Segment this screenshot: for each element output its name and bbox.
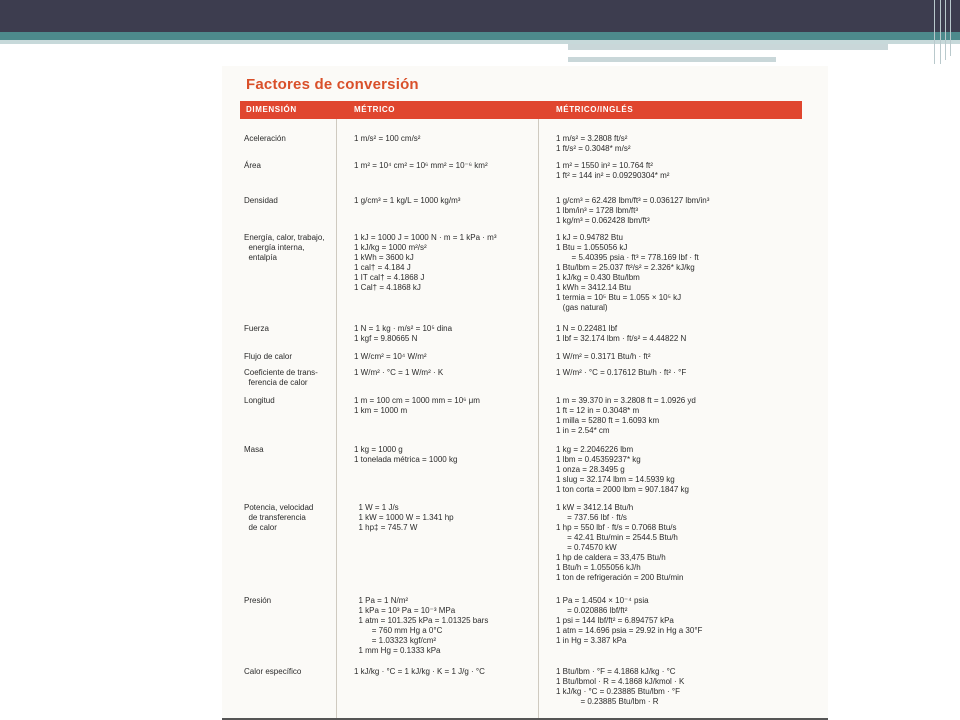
dimension-cell: Flujo de calor bbox=[244, 352, 293, 361]
table-header bbox=[240, 101, 802, 119]
english-cell: 1 W/m² = 0.3171 Btu/h · ft² bbox=[556, 352, 651, 361]
dimension-cell: Longitud bbox=[244, 396, 275, 405]
metric-cell: 1 g/cm³ = 1 kg/L = 1000 kg/m³ bbox=[354, 196, 461, 205]
slide-deco-line bbox=[568, 57, 776, 62]
english-cell: 1 N = 0.22481 lbf 1 lbf = 32.174 lbm · ft/s² = 4.44822 N bbox=[556, 324, 687, 343]
header-dimension: DIMENSIÓN bbox=[246, 105, 297, 114]
metric-cell: 1 kJ = 1000 J = 1000 N · m = 1 kPa · m³ 1 kJ/kg = 1000 m²/s² 1 kWh = 3600 kJ 1 cal† = 4.184 J 1 IT cal† = 4.1868 J 1 Cal† = 4.1868 kJ bbox=[354, 233, 497, 292]
english-cell: 1 m = 39.370 in = 3.2808 ft = 1.0926 yd 1 ft = 12 in = 0.3048* m 1 milla = 5280 ft = 1.6093 km 1 in = 2.54* cm bbox=[556, 396, 696, 435]
dimension-cell: Energía, calor, trabajo, energía interna, entalpía bbox=[244, 233, 325, 262]
slide-top-bar bbox=[0, 0, 960, 32]
dimension-cell: Área bbox=[244, 161, 261, 170]
dimension-cell: Aceleración bbox=[244, 134, 286, 143]
column-divider bbox=[538, 119, 539, 720]
dimension-cell: Presión bbox=[244, 596, 272, 605]
metric-cell: 1 N = 1 kg · m/s² = 10⁵ dina 1 kgf = 9.80665 N bbox=[354, 324, 453, 343]
metric-cell: 1 Pa = 1 N/m² 1 kPa = 10³ Pa = 10⁻³ MPa 1 atm = 101.325 kPa = 1.01325 bars = 760 mm Hg a 0°C = 1.03323 kgf/cm² 1 mm Hg = 0.1333 kPa bbox=[358, 596, 489, 655]
english-cell: 1 Pa = 1.4504 × 10⁻⁴ psia = 0.020886 lbf/ft² 1 psi = 144 lbf/ft² = 6.894757 kPa 1 atm = 14.696 psia = 29.92 in Hg a 30°F 1 in Hg = 3.387 kPa bbox=[556, 596, 703, 645]
header-metric-english: MÉTRICO/INGLÉS bbox=[556, 105, 634, 114]
english-cell: 1 m² = 1550 in² = 10.764 ft² 1 ft² = 144 in² = 0.09290304* m² bbox=[556, 161, 670, 180]
metric-cell: 1 W = 1 J/s 1 kW = 1000 W = 1.341 hp 1 hp‡ = 745.7 W bbox=[358, 503, 454, 532]
english-cell: 1 W/m² · °C = 0.17612 Btu/h · ft² · °F bbox=[556, 368, 687, 377]
dimension-cell: Calor específico bbox=[244, 667, 302, 676]
english-cell: 1 m/s² = 3.2808 ft/s² 1 ft/s² = 0.3048* m/s² bbox=[556, 134, 631, 153]
slide-deco-line bbox=[568, 44, 888, 50]
english-cell: 1 Btu/lbm · °F = 4.1868 kJ/kg · °C 1 Btu/lbmol · R = 4.1868 kJ/kmol · K 1 kJ/kg · °C = 0.23885 Btu/lbm · °F = 0.23885 Btu/lbm · R bbox=[556, 667, 685, 706]
metric-cell: 1 W/cm² = 10⁴ W/m² bbox=[354, 352, 427, 361]
metric-cell: 1 W/m² · °C = 1 W/m² · K bbox=[354, 368, 444, 377]
english-cell: 1 kg = 2.2046226 lbm 1 lbm = 0.45359237* kg 1 onza = 28.3495 g 1 slug = 32.174 lbm = 14.5939 kg 1 ton corta = 2000 lbm = 907.1847 kg bbox=[556, 445, 689, 494]
metric-cell: 1 m² = 10⁴ cm² = 10⁶ mm² = 10⁻⁶ km² bbox=[354, 161, 488, 170]
metric-cell: 1 kg = 1000 g 1 tonelada métrica = 1000 kg bbox=[354, 445, 458, 464]
english-cell: 1 kJ = 0.94782 Btu 1 Btu = 1.055056 kJ = 5.40395 psia · ft³ = 778.169 lbf · ft 1 Btu/lbm = 25.037 ft²/s² = 2.326* kJ/kg 1 kJ/kg = 0.430 Btu/lbm 1 kWh = 3412.14 Btu 1 termia = 10⁵ Btu = 1.055 × 10⁵ kJ (gas natural) bbox=[556, 233, 699, 312]
dimension-cell: Densidad bbox=[244, 196, 278, 205]
slide-deco-vertical-line bbox=[934, 0, 935, 64]
slide-deco-vertical-line bbox=[950, 0, 951, 56]
english-cell: 1 g/cm³ = 62.428 lbm/ft³ = 0.036127 lbm/in³ 1 lbm/in³ = 1728 lbm/ft³ 1 kg/m³ = 0.062428 lbm/ft³ bbox=[556, 196, 710, 225]
slide-deco-vertical-line bbox=[945, 0, 946, 60]
metric-cell: 1 m = 100 cm = 1000 mm = 10⁶ μm 1 km = 1000 m bbox=[354, 396, 480, 415]
dimension-cell: Coeficiente de trans- ferencia de calor bbox=[244, 368, 318, 387]
slide-accent-stripe bbox=[0, 32, 960, 40]
conversion-table-scan bbox=[222, 66, 828, 720]
header-metric: MÉTRICO bbox=[354, 105, 396, 114]
dimension-cell: Fuerza bbox=[244, 324, 269, 333]
metric-cell: 1 m/s² = 100 cm/s² bbox=[354, 134, 421, 143]
slide-deco-vertical-line bbox=[940, 0, 941, 64]
metric-cell: 1 kJ/kg · °C = 1 kJ/kg · K = 1 J/g · °C bbox=[354, 667, 485, 676]
page-title: Factores de conversión bbox=[246, 76, 419, 93]
dimension-cell: Potencia, velocidad de transferencia de calor bbox=[244, 503, 314, 532]
column-divider bbox=[336, 119, 337, 720]
dimension-cell: Masa bbox=[244, 445, 264, 454]
english-cell: 1 kW = 3412.14 Btu/h = 737.56 lbf · ft/s 1 hp = 550 lbf · ft/s = 0.7068 Btu/s = 42.41 Btu/min = 2544.5 Btu/h = 0.74570 kW 1 hp de caldera = 33,475 Btu/h 1 Btu/h = 1.055056 kJ/h 1 ton de refrigeración = 200 Btu/min bbox=[556, 503, 684, 582]
